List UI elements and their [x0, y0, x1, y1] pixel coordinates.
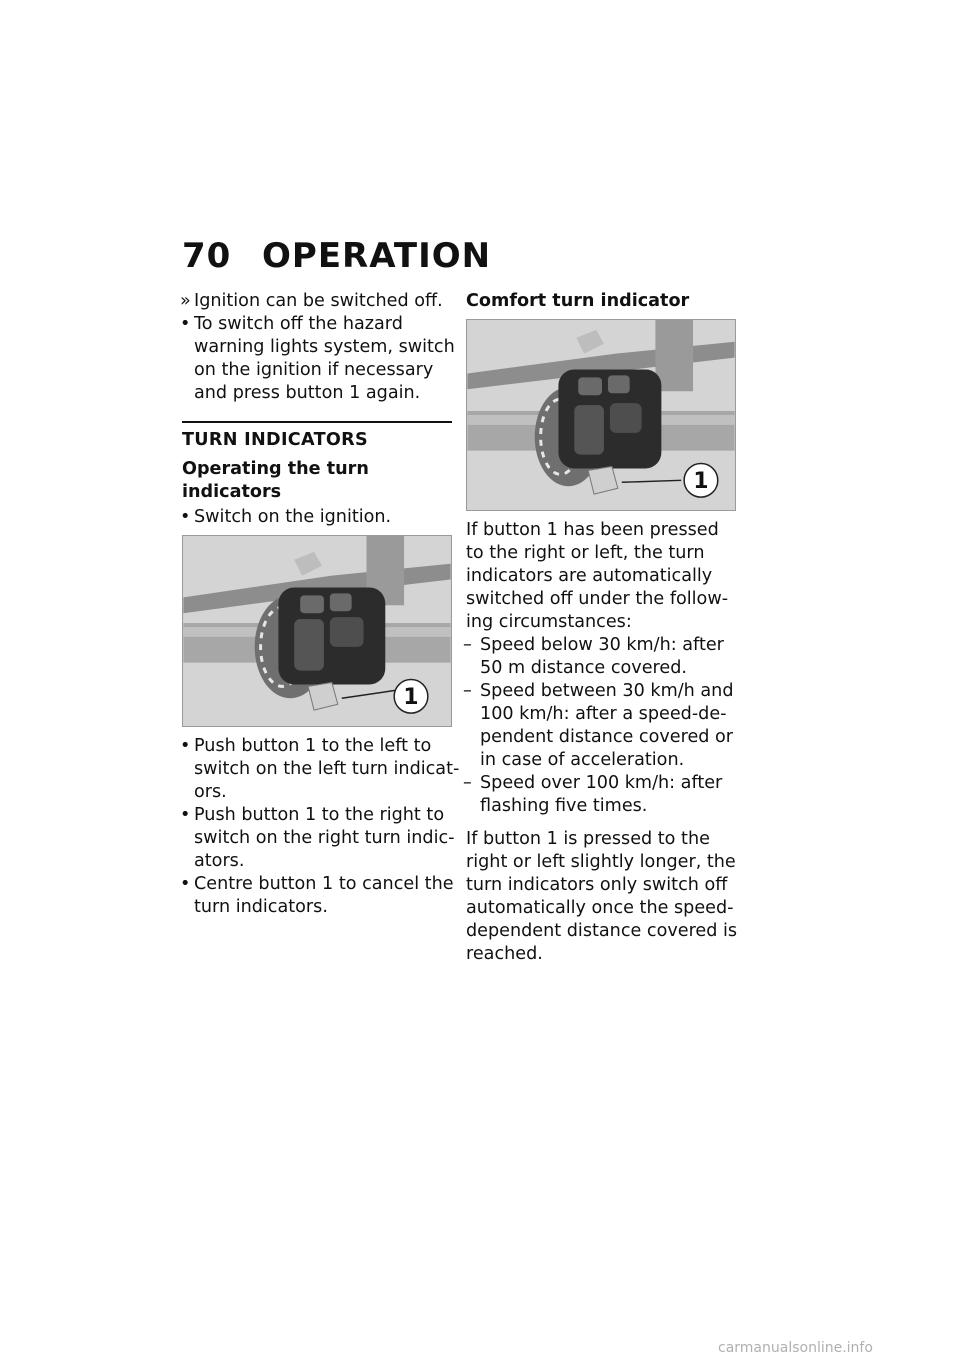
- list-item: • Centre button 1 to cancel the: [180, 874, 454, 894]
- handlebar-switch-illustration: [467, 320, 735, 510]
- list-item: ors.: [194, 782, 227, 802]
- list-item: switch on the right turn indic-: [194, 828, 455, 848]
- list-item: pendent distance covered or: [480, 727, 734, 747]
- subheading: Operating the turn indicators: [182, 459, 369, 502]
- watermark: carmanualsonline.info: [718, 1340, 873, 1356]
- list-item: – Speed below 30 km/h: after: [463, 635, 724, 655]
- page-number: 70: [182, 236, 232, 276]
- left-column: [180, 290, 460, 919]
- section-divider: [182, 421, 452, 423]
- comfort-indicator-figure: [466, 319, 736, 511]
- chapter-title: OPERATION: [262, 236, 492, 276]
- list-item: warning lights system, switch: [194, 337, 455, 357]
- list-item: • To switch off the hazard: [180, 314, 403, 334]
- turn-indicator-steps: [180, 735, 460, 919]
- figure-label: 1: [693, 469, 709, 495]
- list-item: ators.: [194, 851, 245, 871]
- list-item: • Push button 1 to the right to: [180, 805, 445, 825]
- list-item: » Ignition can be switched off.: [180, 291, 443, 311]
- right-column: [463, 290, 738, 966]
- page-header: [182, 236, 491, 276]
- list-item: switch on the left turn indicat-: [194, 759, 460, 779]
- intro-list: [180, 290, 455, 405]
- conditions-list: [463, 634, 736, 818]
- list-item: turn indicators.: [194, 897, 328, 917]
- list-item: 50 m distance covered.: [480, 658, 687, 678]
- figure-label: 1: [403, 685, 419, 711]
- handlebar-switch-illustration: [183, 536, 451, 726]
- list-item: on the ignition if necessary: [194, 360, 434, 380]
- list-item: – Speed over 100 km/h: after: [463, 773, 723, 793]
- handlebar-switch-figure: [182, 535, 452, 727]
- list-item: and press button 1 again.: [194, 383, 421, 403]
- list-item: • Push button 1 to the left to: [180, 736, 432, 756]
- section-title: TURN INDICATORS: [182, 430, 368, 450]
- list-item: 100 km/h: after a speed-de-: [480, 704, 727, 724]
- list-item: flashing five times.: [480, 796, 648, 816]
- subheading: Comfort turn indicator: [466, 291, 690, 311]
- list-item: – Speed between 30 km/h and: [463, 681, 734, 701]
- comfort-description: If button 1 has been pressed to the right or left, the turn indicators are automatically switched off under the follow- ing circumstances:: [466, 520, 729, 632]
- long-press-description: If button 1 is pressed to the right or left slightly longer, the turn indicators only switch off automatically once the speed- dependent distance covered is reached.: [466, 829, 738, 964]
- step-item: • Switch on the ignition.: [180, 507, 392, 527]
- list-item: in case of acceleration.: [480, 750, 685, 770]
